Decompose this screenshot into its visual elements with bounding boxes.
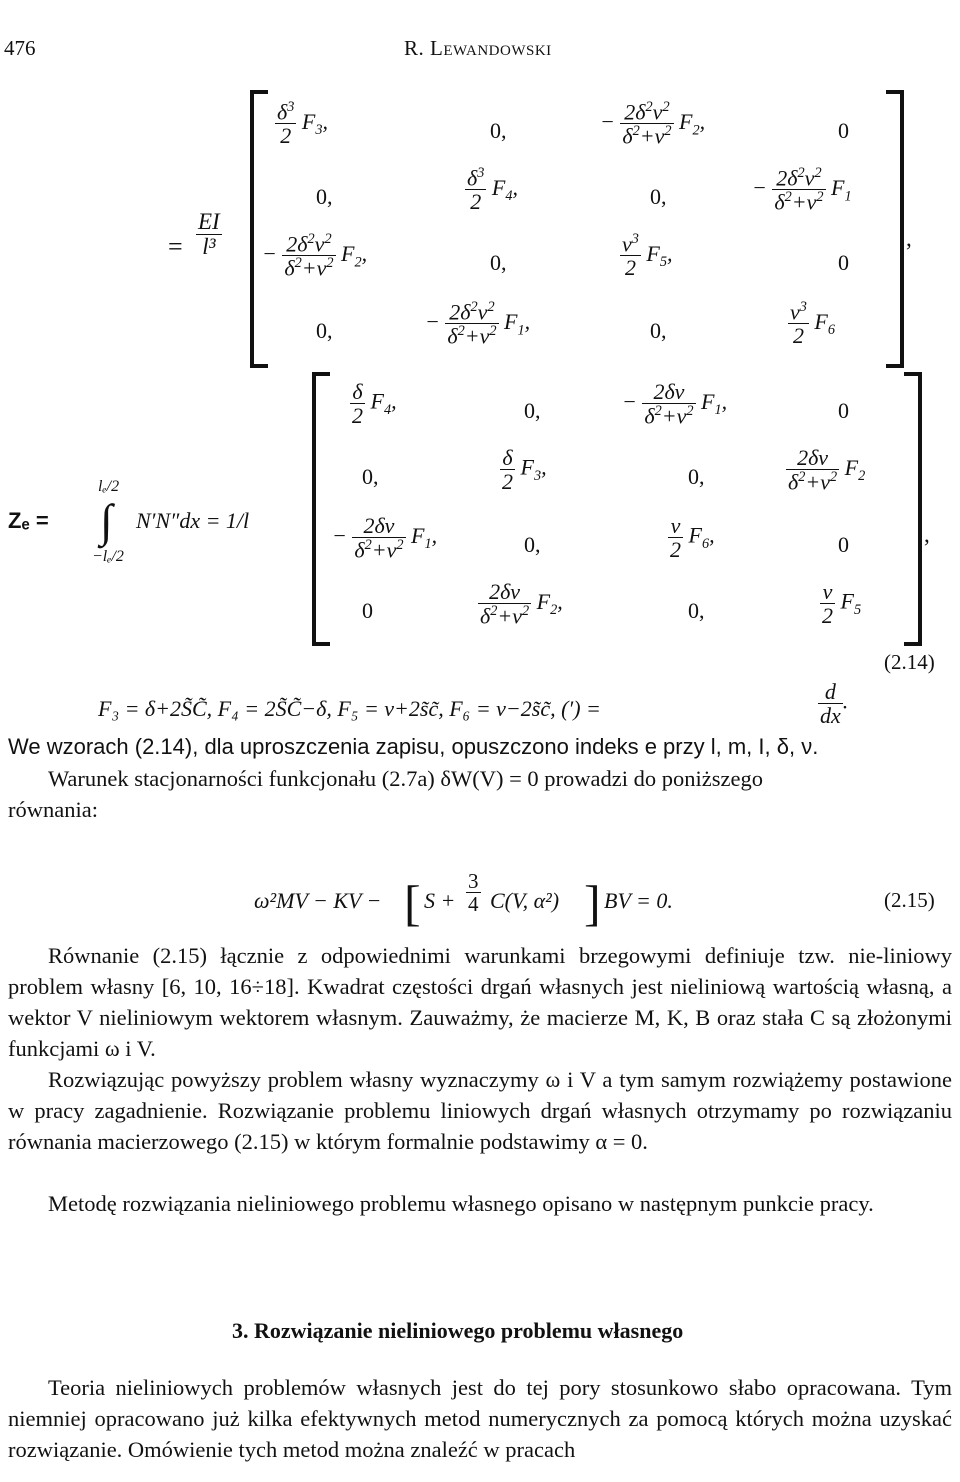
eq2-r3c2: 0, [524,532,541,557]
eq3-part1: ω²MV − KV − [254,888,382,913]
para4: Metodę rozwiązania nieliniowego problemu własnego opisano w następnym punkcie pracy. [48,1191,874,1216]
eq2-r3c3: $\frac{\nu}{2}$ $F_6$, [670,513,715,563]
eq2-left-bracket [312,372,330,646]
eq2-r3c4: 0 [838,532,849,557]
eq2-integral-sign: ∫ [100,495,113,546]
eq1-r3c2: 0, [490,250,507,275]
eq1-right-bracket [886,90,904,368]
eq2-r1c3: − $\frac{2\delta\nu}{\delta^2+\nu^2}$ $F_1$, [622,379,728,429]
eq1-r4c2: − $\frac{2\delta^2\nu^2}{\delta^2+\nu^2}$ $F_1$, [425,299,531,349]
eq2-lower-limit: −lₑ/2 [92,548,124,565]
eq2-r1c4: 0 [838,398,849,423]
eq2-r4c2: $\frac{2\delta\nu}{\delta^2+\nu^2}$ $F_2$, [480,579,563,629]
eq1-r3c1: − $\frac{2\delta^2\nu^2}{\delta^2+\nu^2}$ $F_2$, [262,231,368,281]
section-title: 3. Rozwiązanie nieliniowego problemu własnego [232,1318,684,1343]
eq3-right-bracket: ] [584,875,601,931]
eq2-r2c3: 0, [688,464,705,489]
eq2-r2c2: $\frac{\delta}{2}$ $F_3$, [502,445,547,495]
eq2-r4c3: 0, [688,598,705,623]
derivative-den: dx [820,703,841,729]
eq2-number: (2.14) [884,650,935,674]
eq2-r3c1: − $\frac{2\delta\nu}{\delta^2+\nu^2}$ $F_1$, [332,513,438,563]
eq3-frac [466,870,481,915]
eq1-r2c3: 0, [650,184,667,209]
eq1-r2c1: 0, [316,184,333,209]
eq1-left-bracket [250,90,268,368]
eq1-r2c4: − $\frac{2\delta^2\nu^2}{\delta^2+\nu^2}$ $F_1$ [752,165,852,215]
para1-line2: Warunek stacjonarności funkcjonału (2.7a) δW(V) = 0 prowadzi do poniższego [48,766,763,791]
eq3-number: (2.15) [884,888,935,912]
eq1-r4c1: 0, [316,318,333,343]
eq2-r2c4: $\frac{2\delta\nu}{\delta^2+\nu^2}$ $F_2$ [788,445,866,495]
eq2-r1c2: 0, [524,398,541,423]
eq1-coef-den: l³ [202,234,216,260]
eq1-r4c3: 0, [650,318,667,343]
eq3-c: C(V, α²) [490,888,560,913]
eq3-left-bracket: [ [404,875,421,931]
para5: Teoria nieliniowych problemów własnych jest do tej pory stosunkowo słabo opracowana. Tym niemniej opracowano już kilka efektywnych metod numerycznych za pomocą których można uzyskać rozwiązanie. Omówienie tych metod można znaleźć w pracach [8,1375,952,1462]
eq1-comma: , [906,226,912,251]
eq2-comma: , [924,522,930,547]
para3: Rozwiązując powyższy problem własny wyznaczymy ω i V a tym samym rozwiążemy postawione w pracy zagadnienie. Rozwiązanie problemu liniowych drgań własnych otrzymamy po rozwiązaniu równania macierzowego (2.15) w którym formalnie podstawimy α = 0. [8,1067,952,1154]
eq1-r1c1: $\frac{\delta^3}{2}$ $F_3$, [277,99,328,149]
definitions-line: F₃ = δ+2S̃C̃, F₄ = 2S̃C̃−δ, F₅ = ν+2s̃c̃, F₆ = ν−2s̃c̃, (′) = [98,696,601,721]
eq1-coef-num: EI [198,209,220,234]
running-header-author: R. Lewandowski [404,36,552,60]
eq3-rest: BV = 0. [604,888,673,913]
eq1-coefficient [196,210,222,259]
eq3-s: S + [424,888,456,913]
para1-line3: równania: [8,797,98,822]
eq1-equals: = [168,232,183,261]
eq1-r4c4: $\frac{\nu^3}{2}$ $F_6$ [790,299,836,349]
eq3-frac-den: 4 [468,892,479,917]
para1-line1: We wzorach (2.14), dla uproszczenia zapisu, opuszczono indeks e przy l, m, I, δ, ν. [8,734,819,759]
page-number: 476 [4,36,36,60]
definitions-derivative: $\frac{d}{dx}$ . [820,679,849,729]
eq1-r3c4: 0 [838,250,849,275]
eq2-r4c4: $\frac{\nu}{2}$ $F_5$ [822,579,862,629]
eq2-r2c1: 0, [362,464,379,489]
para2: Równanie (2.15) łącznie z odpowiednimi warunkami brzegowymi definiuje tzw. nie-liniowy problem własny [6, 10, 16÷18]. Kwadrat częstości drgań własnych jest nieliniową wartością własną, a wektor V nieliniowym wektorem własnym. Zauważmy, że macierze M, K, B oraz stała C są złożonymi funkcjami ω i V. [8,943,952,1061]
eq2-r4c1: 0 [362,598,373,623]
eq3-frac-num: 3 [468,869,479,893]
eq1-r2c2: $\frac{\delta^3}{2}$ $F_4$, [467,165,518,215]
eq1-r1c3: − $\frac{2\delta^2\nu^2}{\delta^2+\nu^2}$ $F_2$, [600,99,706,149]
eq2-integrand: N′N″dx = 1/l [136,508,250,533]
eq2-upper-limit: lₑ/2 [98,478,120,495]
eq2-r1c1: $\frac{\delta}{2}$ $F_4$, [352,379,397,429]
eq1-r1c4: 0 [838,118,849,143]
derivative-num: d [818,680,843,704]
eq1-r3c3: $\frac{\nu^3}{2}$ $F_5$, [622,231,673,281]
eq2-lhs: Zₑ = [8,508,49,533]
eq1-r1c2: 0, [490,118,507,143]
eq2-right-bracket [904,372,922,646]
